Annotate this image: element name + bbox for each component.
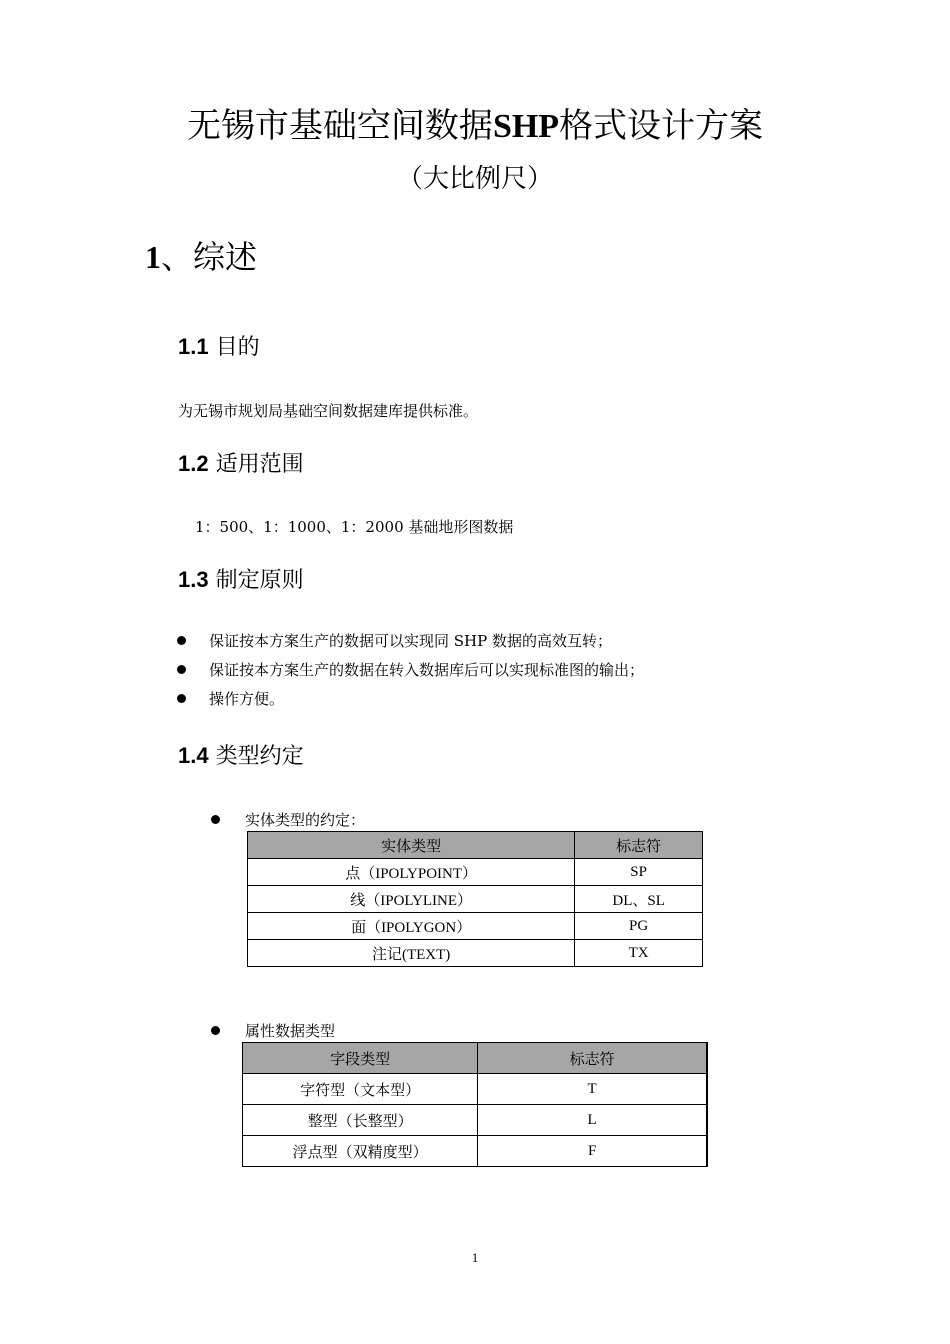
table-row (243, 1136, 708, 1167)
table-cell: 整型（长整型） (243, 1105, 478, 1136)
section-1-4-label: 类型约定 (208, 744, 304, 769)
table-cell: 面（IPOLYGON） (248, 913, 575, 940)
bullet-icon (177, 636, 186, 645)
table-header-row (248, 832, 703, 859)
section-1-4-number: 1.4 (178, 743, 209, 768)
table-header-row (243, 1043, 708, 1074)
table-row (248, 940, 703, 967)
table-cell: DL、SL (575, 886, 703, 913)
title-prefix: 无锡市基础空间数据 (186, 106, 493, 146)
section-1-1-number: 1.1 (178, 334, 209, 359)
section-1-2-label: 适用范围 (208, 452, 304, 477)
page-number: 1 (471, 1250, 479, 1265)
section-1-3-label: 制定原则 (208, 568, 304, 593)
section-1-2-text: 1：500、1：1000、1：2000 基础地形图数据 (195, 518, 514, 536)
section-1-1-heading (178, 332, 260, 363)
table-cell: 字符型（文本型） (243, 1074, 478, 1105)
principle-item-3: 操作方便。 (209, 690, 285, 708)
bullet-icon (211, 815, 220, 824)
table-cell: T (478, 1074, 707, 1105)
section-1-1-text: 为无锡市规划局基础空间数据建库提供标准。 (178, 402, 479, 420)
table-cell: 线（IPOLYLINE） (248, 886, 575, 913)
table-row (248, 886, 703, 913)
bullet-icon (211, 1026, 220, 1035)
principle-item-1: 保证按本方案生产的数据可以实现同 SHP 数据的高效互转； (209, 632, 612, 650)
table-header-cell: 标志符 (478, 1043, 707, 1074)
bullet-icon (177, 665, 186, 674)
table-cell: SP (575, 859, 703, 886)
table-cell: 注记(TEXT) (248, 940, 575, 967)
table-cell: PG (575, 913, 703, 940)
table-row (243, 1074, 708, 1105)
table-row (243, 1105, 708, 1136)
table-cell: 点（IPOLYPOINT） (248, 859, 575, 886)
section-1-2-heading (178, 449, 304, 480)
document-subtitle: （大比例尺） (396, 164, 553, 194)
section-1-4-heading (178, 741, 304, 772)
section-1-heading (145, 236, 257, 278)
attribute-type-table (242, 1042, 708, 1167)
attribute-types-intro: 属性数据类型 (245, 1022, 336, 1040)
title-suffix: 格式设计方案 (559, 106, 764, 146)
table-row (248, 859, 703, 886)
table-cell: F (478, 1136, 707, 1167)
section-1-1-label: 目的 (208, 335, 260, 360)
section-1-3-number: 1.3 (178, 567, 209, 592)
table-header-cell: 标志符 (575, 832, 703, 859)
table-header-cell: 实体类型 (248, 832, 575, 859)
section-1-2-number: 1.2 (178, 451, 209, 476)
section-1-number: 1 (145, 239, 161, 275)
table-header-cell: 字段类型 (243, 1043, 478, 1074)
table-row (248, 913, 703, 940)
principle-item-2: 保证按本方案生产的数据在转入数据库后可以实现标准图的输出； (209, 661, 645, 679)
table-cell: 浮点型（双精度型） (243, 1136, 478, 1167)
table-cell: L (478, 1105, 707, 1136)
document-title (0, 104, 950, 149)
entity-type-table (247, 831, 703, 967)
bullet-icon (177, 694, 186, 703)
entity-types-intro: 实体类型的约定： (245, 811, 366, 829)
title-bold: SHP (492, 108, 560, 145)
section-1-label: 、综述 (161, 238, 258, 276)
section-1-3-heading (178, 565, 304, 596)
table-cell: TX (575, 940, 703, 967)
